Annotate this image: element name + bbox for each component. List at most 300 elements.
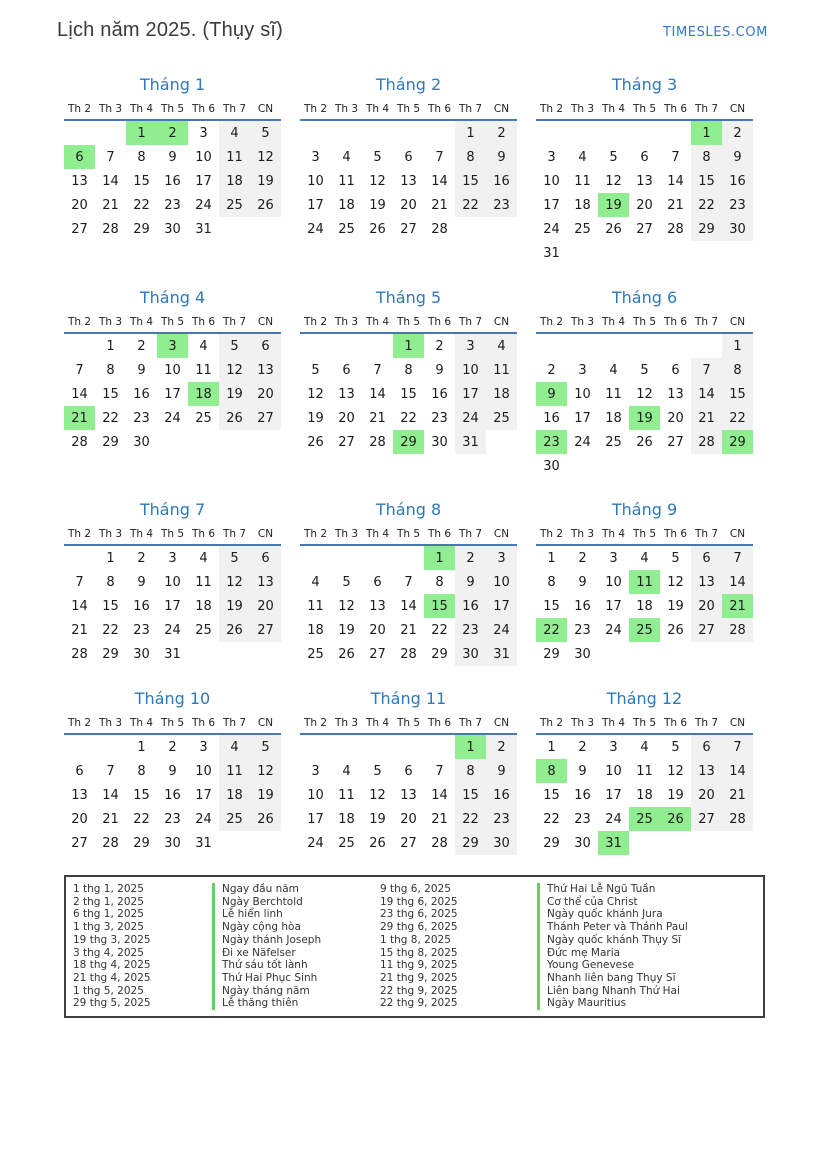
- day-cell: 26: [307, 434, 324, 450]
- day-cell: 19: [629, 406, 660, 430]
- day-cell: 17: [574, 410, 591, 426]
- day-cell: 25: [629, 618, 660, 642]
- day-cell: 25: [574, 221, 591, 237]
- day-cell: 27: [667, 434, 684, 450]
- day-cell: 2: [486, 735, 517, 759]
- day-cell: 12: [605, 173, 622, 189]
- holiday-date: 29 thg 6, 2025: [380, 921, 458, 934]
- days-grid: [536, 546, 753, 666]
- day-cell: 17: [307, 811, 324, 827]
- weekday-label: Th 5: [160, 316, 185, 328]
- day-cell: 16: [574, 787, 591, 803]
- day-cell: 1: [547, 550, 556, 566]
- site-link[interactable]: TIMESLES.COM: [662, 25, 768, 40]
- holiday-date: 21 thg 4, 2025: [73, 971, 151, 984]
- day-cell: 24: [455, 406, 486, 430]
- weekday-label: Th 3: [570, 717, 595, 729]
- day-cell: 28: [431, 835, 448, 851]
- page-title: Lịch năm 2025. (Thụy sĩ): [57, 19, 284, 41]
- weekday-header: [300, 314, 517, 334]
- day-cell: 4: [486, 334, 517, 358]
- day-cell: 23: [722, 193, 753, 217]
- day-cell: 21: [102, 197, 119, 213]
- weekday-label: CN: [729, 103, 746, 115]
- day-cell: 22: [400, 410, 417, 426]
- holiday-name: Ngày Mauritius: [537, 997, 747, 1010]
- day-cell: 28: [667, 221, 684, 237]
- days-grid: [536, 334, 753, 478]
- empty-cell: [660, 334, 691, 358]
- day-cell: 17: [543, 197, 560, 213]
- days-grid: [536, 735, 753, 855]
- days-grid: [64, 546, 281, 666]
- empty-cell: [64, 546, 95, 570]
- day-cell: 24: [605, 811, 622, 827]
- weekday-label: Th 6: [191, 103, 216, 115]
- day-cell: 19: [369, 811, 386, 827]
- month-title: Tháng 2: [375, 75, 442, 94]
- day-cell: 28: [71, 646, 88, 662]
- holiday-legend: [64, 875, 765, 1018]
- month-2: [300, 75, 517, 241]
- days-grid: [300, 121, 517, 241]
- day-cell: 17: [605, 787, 622, 803]
- day-cell: 9: [486, 759, 517, 783]
- day-cell: 26: [660, 807, 691, 831]
- day-cell: 26: [636, 434, 653, 450]
- empty-cell: [331, 735, 362, 759]
- weekday-label: Th 7: [222, 316, 247, 328]
- day-cell: 15: [543, 598, 560, 614]
- weekday-label: CN: [257, 528, 274, 540]
- weekday-label: Th 7: [458, 316, 483, 328]
- weekday-label: Th 3: [334, 316, 359, 328]
- day-cell: 17: [164, 386, 181, 402]
- holiday-date: 29 thg 5, 2025: [73, 997, 151, 1010]
- day-cell: 25: [219, 807, 250, 831]
- day-cell: 12: [667, 763, 684, 779]
- day-cell: 4: [199, 338, 208, 354]
- days-grid: [300, 334, 517, 454]
- day-cell: 8: [435, 574, 444, 590]
- day-cell: 25: [486, 406, 517, 430]
- holiday-name: Thứ sáu tốt lành: [212, 959, 368, 972]
- weekday-label: Th 6: [427, 316, 452, 328]
- day-cell: 16: [133, 386, 150, 402]
- day-cell: 3: [547, 149, 556, 165]
- days-grid: [64, 121, 281, 241]
- day-cell: 8: [106, 362, 115, 378]
- day-cell: 18: [486, 382, 517, 406]
- weekday-label: CN: [257, 316, 274, 328]
- weekday-label: Th 6: [663, 717, 688, 729]
- day-cell: 1: [691, 121, 722, 145]
- month-title: Tháng 11: [370, 689, 447, 708]
- day-cell: 20: [636, 197, 653, 213]
- day-cell: 14: [71, 386, 88, 402]
- day-cell: 13: [636, 173, 653, 189]
- day-cell: 10: [543, 173, 560, 189]
- day-cell: 20: [400, 197, 417, 213]
- day-cell: 18: [219, 169, 250, 193]
- day-cell: 29: [133, 835, 150, 851]
- day-cell: 9: [137, 574, 146, 590]
- holiday-name: Ngày quốc khánh Jura: [537, 908, 747, 921]
- day-cell: 7: [671, 149, 680, 165]
- day-cell: 11: [338, 787, 355, 803]
- weekday-header: [64, 101, 281, 121]
- weekday-label: Th 4: [129, 103, 154, 115]
- month-title: Tháng 10: [134, 689, 211, 708]
- empty-cell: [331, 334, 362, 358]
- days-grid: [300, 735, 517, 855]
- day-cell: 14: [722, 570, 753, 594]
- day-cell: 26: [369, 221, 386, 237]
- day-cell: 21: [71, 622, 88, 638]
- day-cell: 10: [605, 763, 622, 779]
- empty-cell: [393, 121, 424, 145]
- weekday-label: Th 3: [334, 103, 359, 115]
- weekday-label: Th 7: [458, 717, 483, 729]
- day-cell: 10: [195, 763, 212, 779]
- day-cell: 8: [691, 145, 722, 169]
- day-cell: 19: [369, 197, 386, 213]
- day-cell: 2: [578, 550, 587, 566]
- empty-cell: [64, 735, 95, 759]
- day-cell: 30: [431, 434, 448, 450]
- day-cell: 4: [609, 362, 618, 378]
- day-cell: 17: [195, 787, 212, 803]
- day-cell: 26: [250, 807, 281, 831]
- day-cell: 31: [164, 646, 181, 662]
- day-cell: 14: [667, 173, 684, 189]
- day-cell: 16: [722, 169, 753, 193]
- day-cell: 20: [71, 811, 88, 827]
- holiday-date: 1 thg 8, 2025: [380, 933, 451, 946]
- weekday-label: Th 5: [396, 717, 421, 729]
- day-cell: 1: [455, 735, 486, 759]
- day-cell: 21: [667, 197, 684, 213]
- day-cell: 23: [133, 410, 150, 426]
- day-cell: 1: [722, 334, 753, 358]
- day-cell: 13: [250, 570, 281, 594]
- day-cell: 27: [71, 835, 88, 851]
- month-title: Tháng 8: [375, 500, 442, 519]
- day-cell: 28: [722, 618, 753, 642]
- holiday-name: Lễ thăng thiên: [212, 997, 368, 1010]
- day-cell: 23: [486, 193, 517, 217]
- month-title: Tháng 4: [139, 288, 206, 307]
- empty-cell: [393, 735, 424, 759]
- day-cell: 4: [219, 735, 250, 759]
- day-cell: 24: [486, 618, 517, 642]
- day-cell: 26: [219, 406, 250, 430]
- weekday-label: CN: [729, 316, 746, 328]
- holiday-date: 2 thg 1, 2025: [73, 895, 144, 908]
- weekday-label: Th 7: [694, 103, 719, 115]
- day-cell: 27: [400, 835, 417, 851]
- day-cell: 31: [543, 245, 560, 261]
- day-cell: 20: [667, 410, 684, 426]
- day-cell: 19: [667, 787, 684, 803]
- day-cell: 26: [250, 193, 281, 217]
- holiday-name: Đi xe Näfelser: [212, 947, 368, 960]
- day-cell: 26: [369, 835, 386, 851]
- month-title: Tháng 1: [139, 75, 206, 94]
- day-cell: 24: [574, 434, 591, 450]
- day-cell: 8: [455, 759, 486, 783]
- day-cell: 6: [250, 546, 281, 570]
- weekday-label: Th 5: [632, 103, 657, 115]
- day-cell: 17: [164, 598, 181, 614]
- months-grid: [64, 75, 827, 855]
- day-cell: 14: [400, 598, 417, 614]
- day-cell: 26: [338, 646, 355, 662]
- month-title: Tháng 7: [139, 500, 206, 519]
- holiday-name: Ngày tháng năm: [212, 985, 368, 998]
- day-cell: 2: [137, 550, 146, 566]
- day-cell: 15: [102, 386, 119, 402]
- day-cell: 6: [250, 334, 281, 358]
- day-cell: 28: [102, 835, 119, 851]
- weekday-header: [536, 314, 753, 334]
- day-cell: 10: [455, 358, 486, 382]
- empty-cell: [629, 121, 660, 145]
- day-cell: 26: [667, 622, 684, 638]
- holiday-name: Lễ hiển linh: [212, 908, 368, 921]
- day-cell: 5: [219, 546, 250, 570]
- day-cell: 3: [311, 763, 320, 779]
- weekday-label: Th 2: [67, 316, 92, 328]
- weekday-label: Th 4: [365, 103, 390, 115]
- empty-cell: [424, 121, 455, 145]
- holiday-date: 6 thg 1, 2025: [73, 908, 144, 921]
- day-cell: 8: [536, 759, 567, 783]
- day-cell: 1: [455, 121, 486, 145]
- holiday-name: Ngày quốc khánh Thụy Sĩ: [537, 934, 747, 947]
- day-cell: 30: [164, 221, 181, 237]
- day-cell: 3: [455, 334, 486, 358]
- day-cell: 19: [667, 598, 684, 614]
- month-4: [64, 288, 281, 454]
- weekday-label: Th 6: [427, 528, 452, 540]
- day-cell: 17: [486, 594, 517, 618]
- day-cell: 1: [547, 739, 556, 755]
- day-cell: 23: [431, 410, 448, 426]
- weekday-label: Th 5: [160, 103, 185, 115]
- weekday-label: Th 5: [396, 528, 421, 540]
- month-3: [536, 75, 753, 265]
- month-title: Tháng 6: [611, 288, 678, 307]
- day-cell: 15: [133, 787, 150, 803]
- holiday-name: Liên bang Nhanh Thứ Hai: [537, 985, 747, 998]
- day-cell: 15: [455, 783, 486, 807]
- day-cell: 31: [455, 430, 486, 454]
- day-cell: 6: [640, 149, 649, 165]
- day-cell: 18: [338, 811, 355, 827]
- day-cell: 20: [691, 783, 722, 807]
- day-cell: 31: [195, 221, 212, 237]
- day-cell: 9: [722, 145, 753, 169]
- day-cell: 10: [307, 787, 324, 803]
- weekday-label: Th 5: [632, 717, 657, 729]
- day-cell: 8: [137, 763, 146, 779]
- day-cell: 7: [435, 149, 444, 165]
- day-cell: 28: [102, 221, 119, 237]
- day-cell: 5: [219, 334, 250, 358]
- day-cell: 8: [137, 149, 146, 165]
- day-cell: 12: [307, 386, 324, 402]
- empty-cell: [362, 546, 393, 570]
- day-cell: 22: [722, 406, 753, 430]
- day-cell: 27: [250, 406, 281, 430]
- day-cell: 31: [195, 835, 212, 851]
- day-cell: 24: [307, 221, 324, 237]
- day-cell: 14: [691, 382, 722, 406]
- day-cell: 10: [574, 386, 591, 402]
- day-cell: 3: [311, 149, 320, 165]
- day-cell: 22: [431, 622, 448, 638]
- day-cell: 15: [133, 173, 150, 189]
- day-cell: 25: [338, 221, 355, 237]
- day-cell: 6: [75, 763, 84, 779]
- empty-cell: [660, 121, 691, 145]
- holiday-date: 23 thg 6, 2025: [380, 908, 458, 921]
- day-cell: 30: [543, 458, 560, 474]
- page-header: [0, 0, 827, 75]
- weekday-label: Th 3: [570, 528, 595, 540]
- day-cell: 12: [219, 358, 250, 382]
- day-cell: 19: [598, 193, 629, 217]
- holiday-date: 3 thg 4, 2025: [73, 946, 144, 959]
- day-cell: 29: [691, 217, 722, 241]
- day-cell: 11: [574, 173, 591, 189]
- day-cell: 22: [455, 807, 486, 831]
- holiday-name: Nhanh liên bang Thụy Sĩ: [537, 972, 747, 985]
- day-cell: 20: [400, 811, 417, 827]
- day-cell: 16: [164, 787, 181, 803]
- weekday-label: CN: [493, 316, 510, 328]
- day-cell: 29: [455, 831, 486, 855]
- holiday-legend-grid: [73, 883, 759, 1010]
- day-cell: 28: [71, 434, 88, 450]
- weekday-label: Th 7: [222, 717, 247, 729]
- day-cell: 29: [431, 646, 448, 662]
- day-cell: 12: [250, 759, 281, 783]
- day-cell: 8: [404, 362, 413, 378]
- weekday-label: Th 2: [303, 103, 328, 115]
- day-cell: 9: [137, 362, 146, 378]
- day-cell: 20: [250, 382, 281, 406]
- day-cell: 28: [691, 430, 722, 454]
- day-cell: 16: [543, 410, 560, 426]
- holiday-name: Cơ thể của Christ: [537, 896, 747, 909]
- weekday-header: [64, 314, 281, 334]
- day-cell: 15: [691, 169, 722, 193]
- weekday-label: Th 7: [694, 316, 719, 328]
- holiday-name: Young Genevese: [537, 959, 747, 972]
- days-grid: [64, 735, 281, 855]
- weekday-label: Th 5: [160, 717, 185, 729]
- day-cell: 7: [75, 574, 84, 590]
- day-cell: 18: [636, 787, 653, 803]
- holiday-name: Ngày cộng hòa: [212, 921, 368, 934]
- month-9: [536, 500, 753, 666]
- weekday-label: Th 2: [539, 103, 564, 115]
- weekday-label: Th 4: [129, 528, 154, 540]
- day-cell: 29: [722, 430, 753, 454]
- day-cell: 9: [435, 362, 444, 378]
- day-cell: 19: [338, 622, 355, 638]
- weekday-label: Th 5: [160, 528, 185, 540]
- day-cell: 18: [636, 598, 653, 614]
- day-cell: 2: [137, 338, 146, 354]
- day-cell: 28: [369, 434, 386, 450]
- day-cell: 26: [605, 221, 622, 237]
- holiday-date: 19 thg 6, 2025: [380, 895, 458, 908]
- day-cell: 11: [195, 362, 212, 378]
- holiday-date: 15 thg 8, 2025: [380, 946, 458, 959]
- day-cell: 6: [691, 546, 722, 570]
- day-cell: 2: [547, 362, 556, 378]
- holiday-name: Ngày thánh Joseph: [212, 934, 368, 947]
- day-cell: 11: [195, 574, 212, 590]
- holiday-date: 21 thg 9, 2025: [380, 971, 458, 984]
- weekday-label: Th 5: [632, 528, 657, 540]
- day-cell: 4: [311, 574, 320, 590]
- day-cell: 13: [338, 386, 355, 402]
- weekday-label: CN: [257, 103, 274, 115]
- holiday-date: 9 thg 6, 2025: [380, 883, 451, 895]
- day-cell: 27: [691, 807, 722, 831]
- weekday-label: Th 6: [663, 103, 688, 115]
- weekday-label: Th 4: [601, 316, 626, 328]
- day-cell: 14: [431, 787, 448, 803]
- day-cell: 13: [667, 386, 684, 402]
- day-cell: 30: [133, 646, 150, 662]
- day-cell: 21: [691, 406, 722, 430]
- day-cell: 27: [369, 646, 386, 662]
- day-cell: 11: [636, 763, 653, 779]
- weekday-label: Th 7: [458, 528, 483, 540]
- month-title: Tháng 9: [611, 500, 678, 519]
- day-cell: 10: [605, 574, 622, 590]
- weekday-label: Th 6: [663, 316, 688, 328]
- day-cell: 24: [605, 622, 622, 638]
- weekday-label: Th 7: [222, 103, 247, 115]
- month-5: [300, 288, 517, 454]
- weekday-label: Th 5: [396, 103, 421, 115]
- holiday-name: Ngay đầu năm: [212, 883, 368, 896]
- holiday-date: 1 thg 3, 2025: [73, 921, 144, 934]
- month-12: [536, 689, 753, 855]
- day-cell: 4: [342, 763, 351, 779]
- day-cell: 12: [667, 574, 684, 590]
- day-cell: 2: [168, 739, 177, 755]
- day-cell: 5: [373, 763, 382, 779]
- day-cell: 17: [307, 197, 324, 213]
- holiday-name: Ngày Berchtold: [212, 896, 368, 909]
- weekday-label: Th 3: [98, 528, 123, 540]
- day-cell: 17: [605, 598, 622, 614]
- day-cell: 20: [250, 594, 281, 618]
- day-cell: 1: [424, 546, 455, 570]
- day-cell: 5: [373, 149, 382, 165]
- day-cell: 19: [250, 169, 281, 193]
- day-cell: 11: [219, 759, 250, 783]
- weekday-label: Th 4: [601, 528, 626, 540]
- day-cell: 7: [404, 574, 413, 590]
